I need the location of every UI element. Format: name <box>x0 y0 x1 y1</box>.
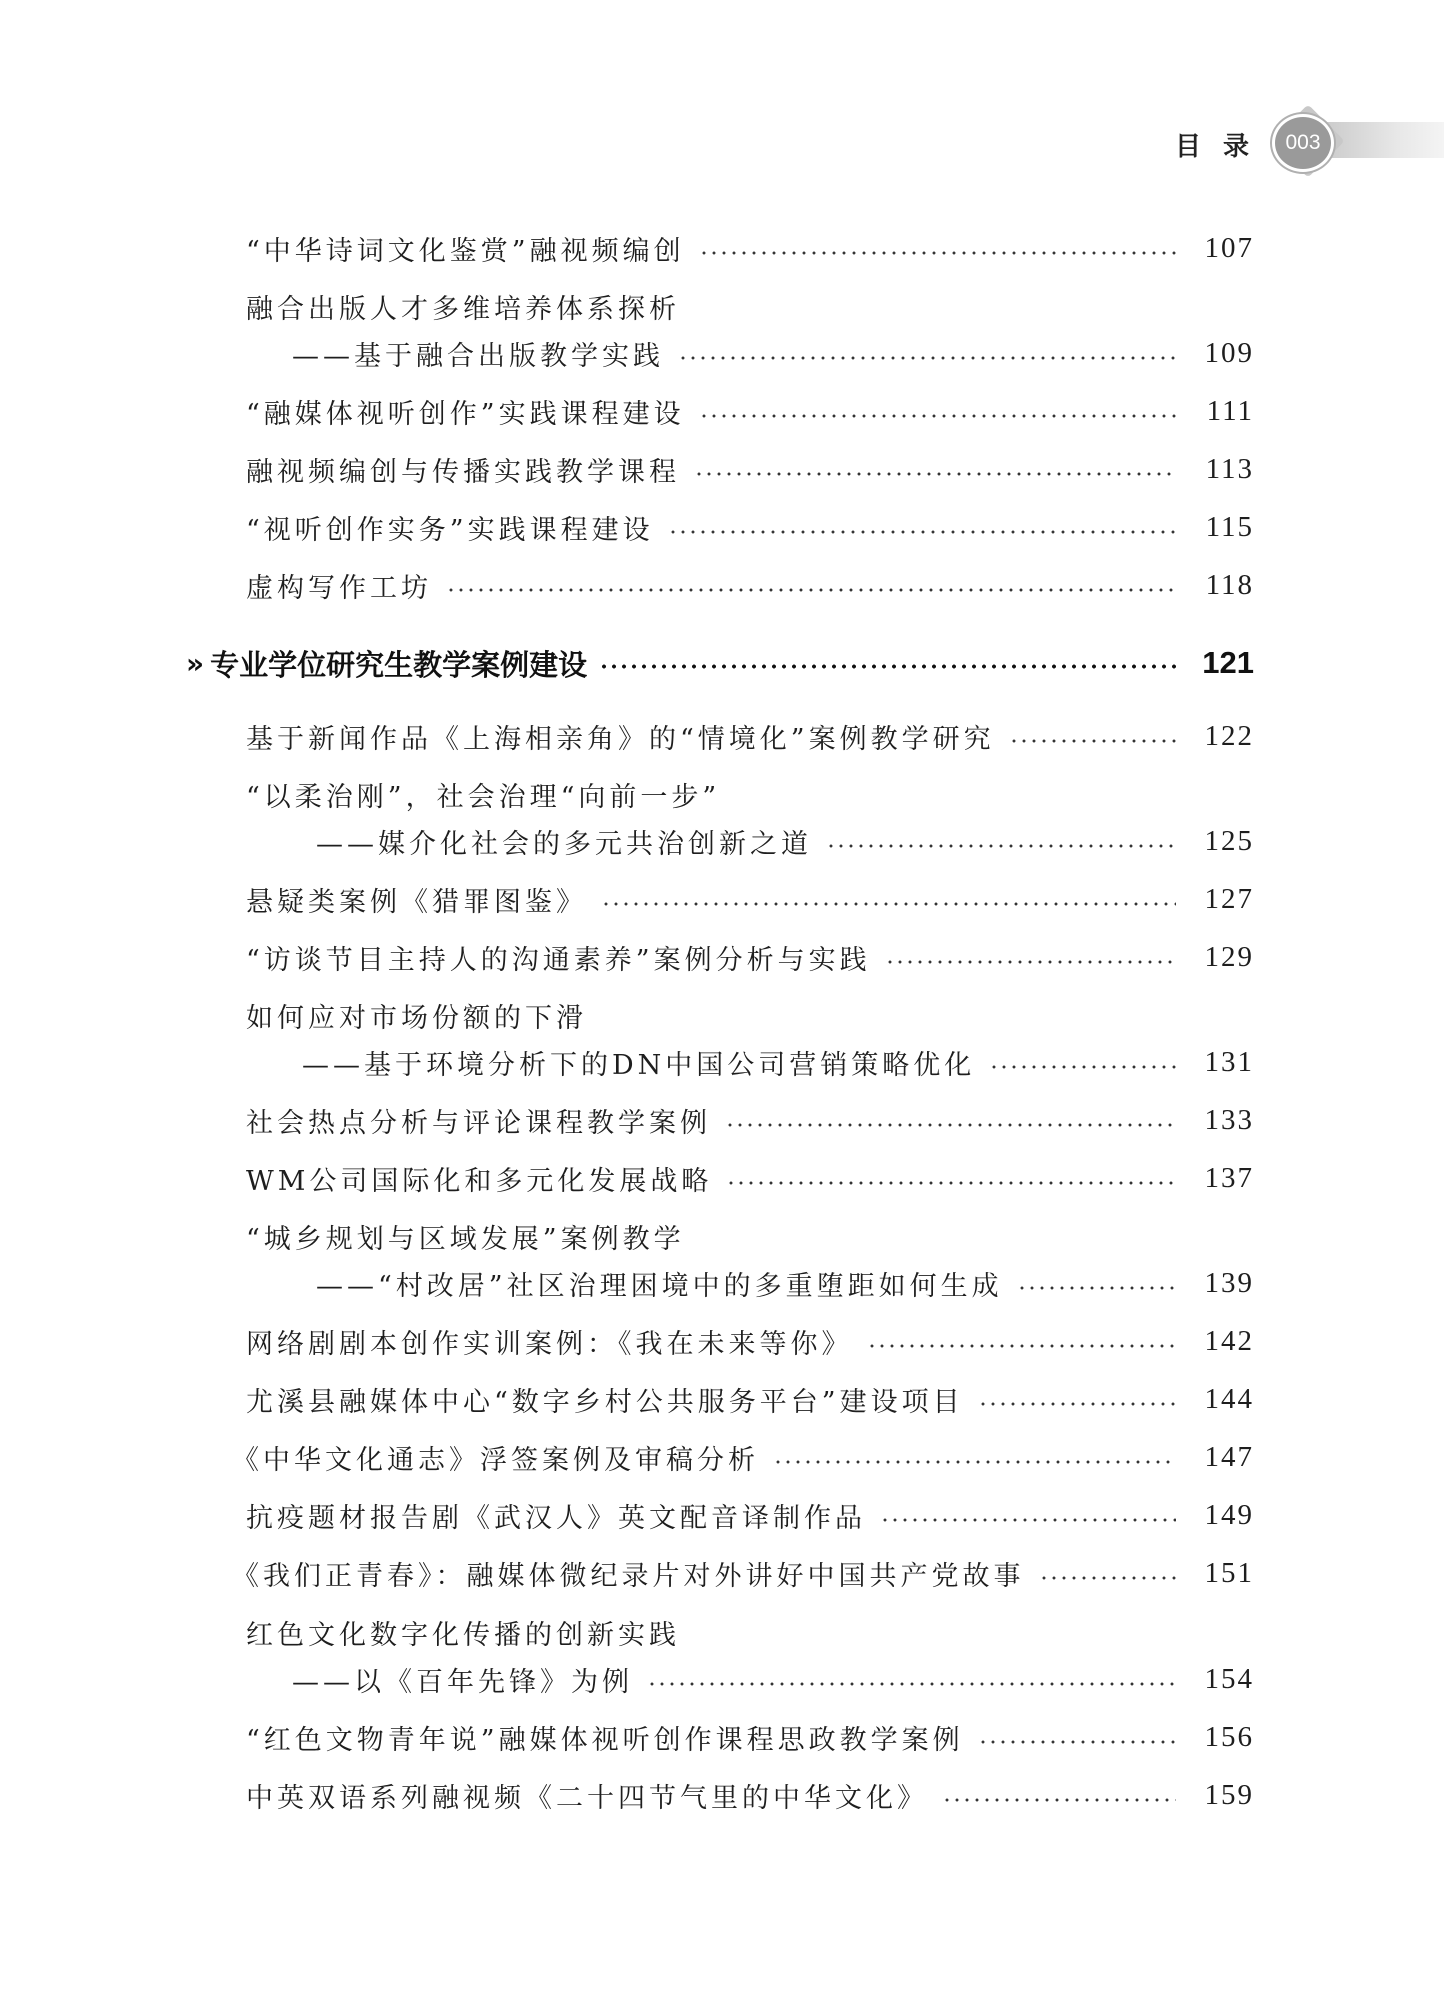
entry-title: 抗疫题材报告剧《武汉人》英文配音译制作品 <box>246 1502 866 1534</box>
section-heading[interactable] <box>186 635 1254 691</box>
dot-leader <box>1009 739 1176 743</box>
dot-leader <box>978 1402 1176 1406</box>
dot-leader <box>668 530 1176 534</box>
dot-leader <box>647 1682 1176 1686</box>
entry-title: “融媒体视听创作”实践课程建设 <box>246 398 685 430</box>
entry-page: 115 <box>1205 510 1254 543</box>
entry-page: 118 <box>1205 568 1254 601</box>
entry-page: 159 <box>1204 1778 1254 1811</box>
dot-leader <box>601 902 1176 906</box>
entry-page: 147 <box>1204 1440 1254 1473</box>
entry-title: 红色文化数字化传播的创新实践 <box>246 1619 680 1651</box>
entry-page: 131 <box>1204 1045 1254 1078</box>
entry-title: “中华诗词文化鉴赏”融视频编创 <box>246 235 685 267</box>
entry-page: 111 <box>1206 394 1254 427</box>
entry-title: 中英双语系列融视频《二十四节气里的中华文化》 <box>246 1782 928 1814</box>
dot-leader <box>867 1344 1177 1348</box>
entry-title: “城乡规划与区域发展”案例教学 <box>246 1223 685 1255</box>
entry-page: 154 <box>1204 1662 1254 1695</box>
entry-page: 156 <box>1204 1720 1254 1753</box>
entry-page: 122 <box>1204 719 1254 752</box>
entry-subtitle: ——以《百年先锋》为例 <box>292 1666 633 1698</box>
entry-title: “以柔治刚”，社会治理“向前一步” <box>246 781 721 813</box>
dot-leader <box>880 1518 1176 1522</box>
page-header <box>0 112 1444 176</box>
entry-subtitle: ——“村改居”社区治理困境中的多重堕距如何生成 <box>316 1270 1003 1302</box>
entry-title: 如何应对市场份额的下滑 <box>246 1002 587 1034</box>
entry-title: 《我们正青春》：融媒体微纪录片对外讲好中国共产党故事 <box>232 1560 1025 1592</box>
entry-title: “视听创作实务”实践课程建设 <box>246 514 654 546</box>
dot-leader <box>726 1181 1176 1185</box>
entry-title: 社会热点分析与评论课程教学案例 <box>246 1107 711 1139</box>
entry-title: 虚构写作工坊 <box>246 572 432 604</box>
entry-page: 129 <box>1204 940 1254 973</box>
dot-leader <box>942 1798 1176 1802</box>
entry-page: 151 <box>1204 1556 1254 1589</box>
entry-title: 融视频编创与传播实践教学课程 <box>246 456 680 488</box>
entry-title: 悬疑类案例《猎罪图鉴》 <box>246 886 587 918</box>
dot-leader <box>978 1740 1176 1744</box>
dot-leader <box>1039 1576 1177 1580</box>
entry-title: 基于新闻作品《上海相亲角》的“情境化”案例教学研究 <box>246 723 995 755</box>
page-number-badge: 003 <box>1272 114 1334 172</box>
dot-leader <box>699 251 1176 255</box>
entry-title: 网络剧剧本创作实训案例：《我在未来等你》 <box>246 1328 853 1360</box>
entry-page: 125 <box>1204 824 1254 857</box>
entry-page: 149 <box>1204 1498 1254 1531</box>
section-page: 121 <box>1202 645 1254 680</box>
entry-page: 142 <box>1204 1324 1254 1357</box>
entry-page: 144 <box>1204 1382 1254 1415</box>
dot-leader <box>725 1123 1176 1127</box>
entry-page: 133 <box>1204 1103 1254 1136</box>
entry-page: 113 <box>1205 452 1254 485</box>
entry-subtitle: ——基于融合出版教学实践 <box>292 340 664 372</box>
dot-leader <box>694 472 1176 476</box>
section-marker: » <box>186 646 205 680</box>
dot-leader <box>885 960 1176 964</box>
entry-page: 109 <box>1204 336 1254 369</box>
dot-leader <box>826 844 1176 848</box>
entry-title: “访谈节目主持人的沟通素养”案例分析与实践 <box>246 944 871 976</box>
dot-leader <box>1017 1286 1176 1290</box>
dot-leader <box>678 356 1176 360</box>
entry-title: 融合出版人才多维培养体系探析 <box>246 293 680 325</box>
dot-leader <box>773 1460 1176 1464</box>
header-label: 目录 <box>1175 132 1272 162</box>
entry-page: 127 <box>1204 882 1254 915</box>
dot-leader <box>599 664 1178 669</box>
dot-leader <box>699 414 1176 418</box>
entry-subtitle: ——媒介化社会的多元共治创新之道 <box>316 828 812 860</box>
dot-leader <box>989 1065 1176 1069</box>
entry-title: “红色文物青年说”融媒体视听创作课程思政教学案例 <box>246 1724 964 1756</box>
entry-subtitle: ——基于环境分析下的DN中国公司营销策略优化 <box>302 1049 976 1081</box>
entry-title: 尤溪县融媒体中心“数字乡村公共服务平台”建设项目 <box>246 1386 964 1418</box>
dot-leader <box>446 588 1176 592</box>
entry-page: 139 <box>1204 1266 1254 1299</box>
entry-title: 《中华文化通志》浮签案例及审稿分析 <box>232 1444 759 1476</box>
entry-title: WM公司国际化和多元化发展战略 <box>246 1165 713 1197</box>
section-title: 专业学位研究生教学案例建设 <box>210 647 588 682</box>
entry-page: 107 <box>1204 231 1254 264</box>
entry-page: 137 <box>1204 1161 1254 1194</box>
